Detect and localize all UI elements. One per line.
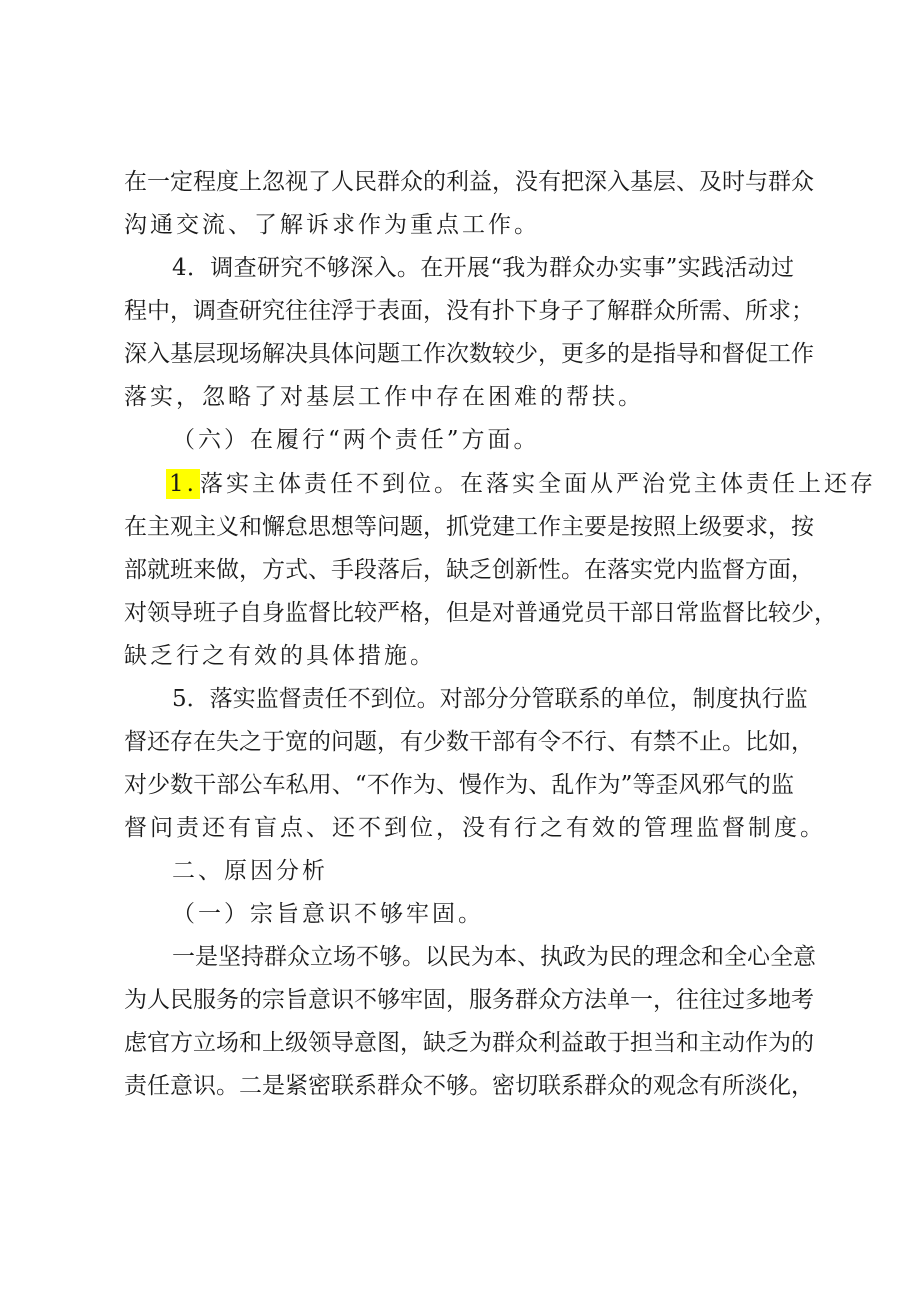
paragraph-line: 深入基层现场解决具体问题工作次数较少，更多的是指导和督促工作	[124, 341, 814, 367]
paragraph-line: 在主观主义和懈怠思想等问题，抓党建工作主要是按照上级要求，按	[124, 514, 814, 540]
paragraph-line: 一是坚持群众立场不够。以民为本、执政为民的理念和全心全意	[172, 944, 816, 970]
paragraph-line: 5．落实监督责任不到位。对部分分管联系的单位，制度执行监	[172, 686, 808, 712]
paragraph-line: 为人民服务的宗旨意识不够牢固，服务群众方法单一，往往过多地考	[124, 987, 814, 1013]
paragraph-line: 督问责还有盲点、还不到位，没有行之有效的管理监督制度。	[124, 815, 826, 841]
paragraph-line: 在一定程度上忽视了人民群众的利益，没有把深入基层、及时与群众	[124, 169, 814, 195]
paragraph-line: 落实，忽略了对基层工作中存在困难的帮扶。	[124, 384, 644, 410]
paragraph-line: 对少数干部公车私用、“不作为、慢作为、乱作为”等歪风邪气的监	[124, 772, 794, 798]
paragraph-line-highlighted	[166, 469, 876, 499]
paragraph-text: 落实主体责任不到位。在落实全面从严治党主体责任上还存	[199, 471, 876, 497]
paragraph-line: 对领导班子自身监督比较严格，但是对普通党员干部日常监督比较少，	[124, 600, 837, 626]
paragraph-line: 部就班来做，方式、手段落后，缺乏创新性。在落实党内监督方面，	[124, 557, 814, 583]
section-heading: （六）在履行“两个责任”方面。	[172, 427, 540, 453]
paragraph-line: 督还存在失之于宽的问题，有少数干部有令不行、有禁不止。比如，	[124, 729, 814, 755]
section-heading: 二、原因分析	[172, 858, 328, 884]
section-heading: （一）宗旨意识不够牢固。	[172, 901, 484, 927]
paragraph-line: 缺乏行之有效的具体措施。	[124, 643, 436, 669]
highlight-marker: 1.	[166, 469, 200, 499]
paragraph-line: 虑官方立场和上级领导意图，缺乏为群众利益敢于担当和主动作为的	[124, 1030, 814, 1056]
paragraph-line: 责任意识。二是紧密联系群众不够。密切联系群众的观念有所淡化，	[124, 1073, 814, 1099]
paragraph-line: 4．调查研究不够深入。在开展“我为群众办实事”实践活动过	[172, 255, 794, 281]
paragraph-line: 程中，调查研究往往浮于表面，没有扑下身子了解群众所需、所求；	[124, 298, 814, 324]
paragraph-line: 沟通交流、了解诉求作为重点工作。	[124, 212, 540, 238]
